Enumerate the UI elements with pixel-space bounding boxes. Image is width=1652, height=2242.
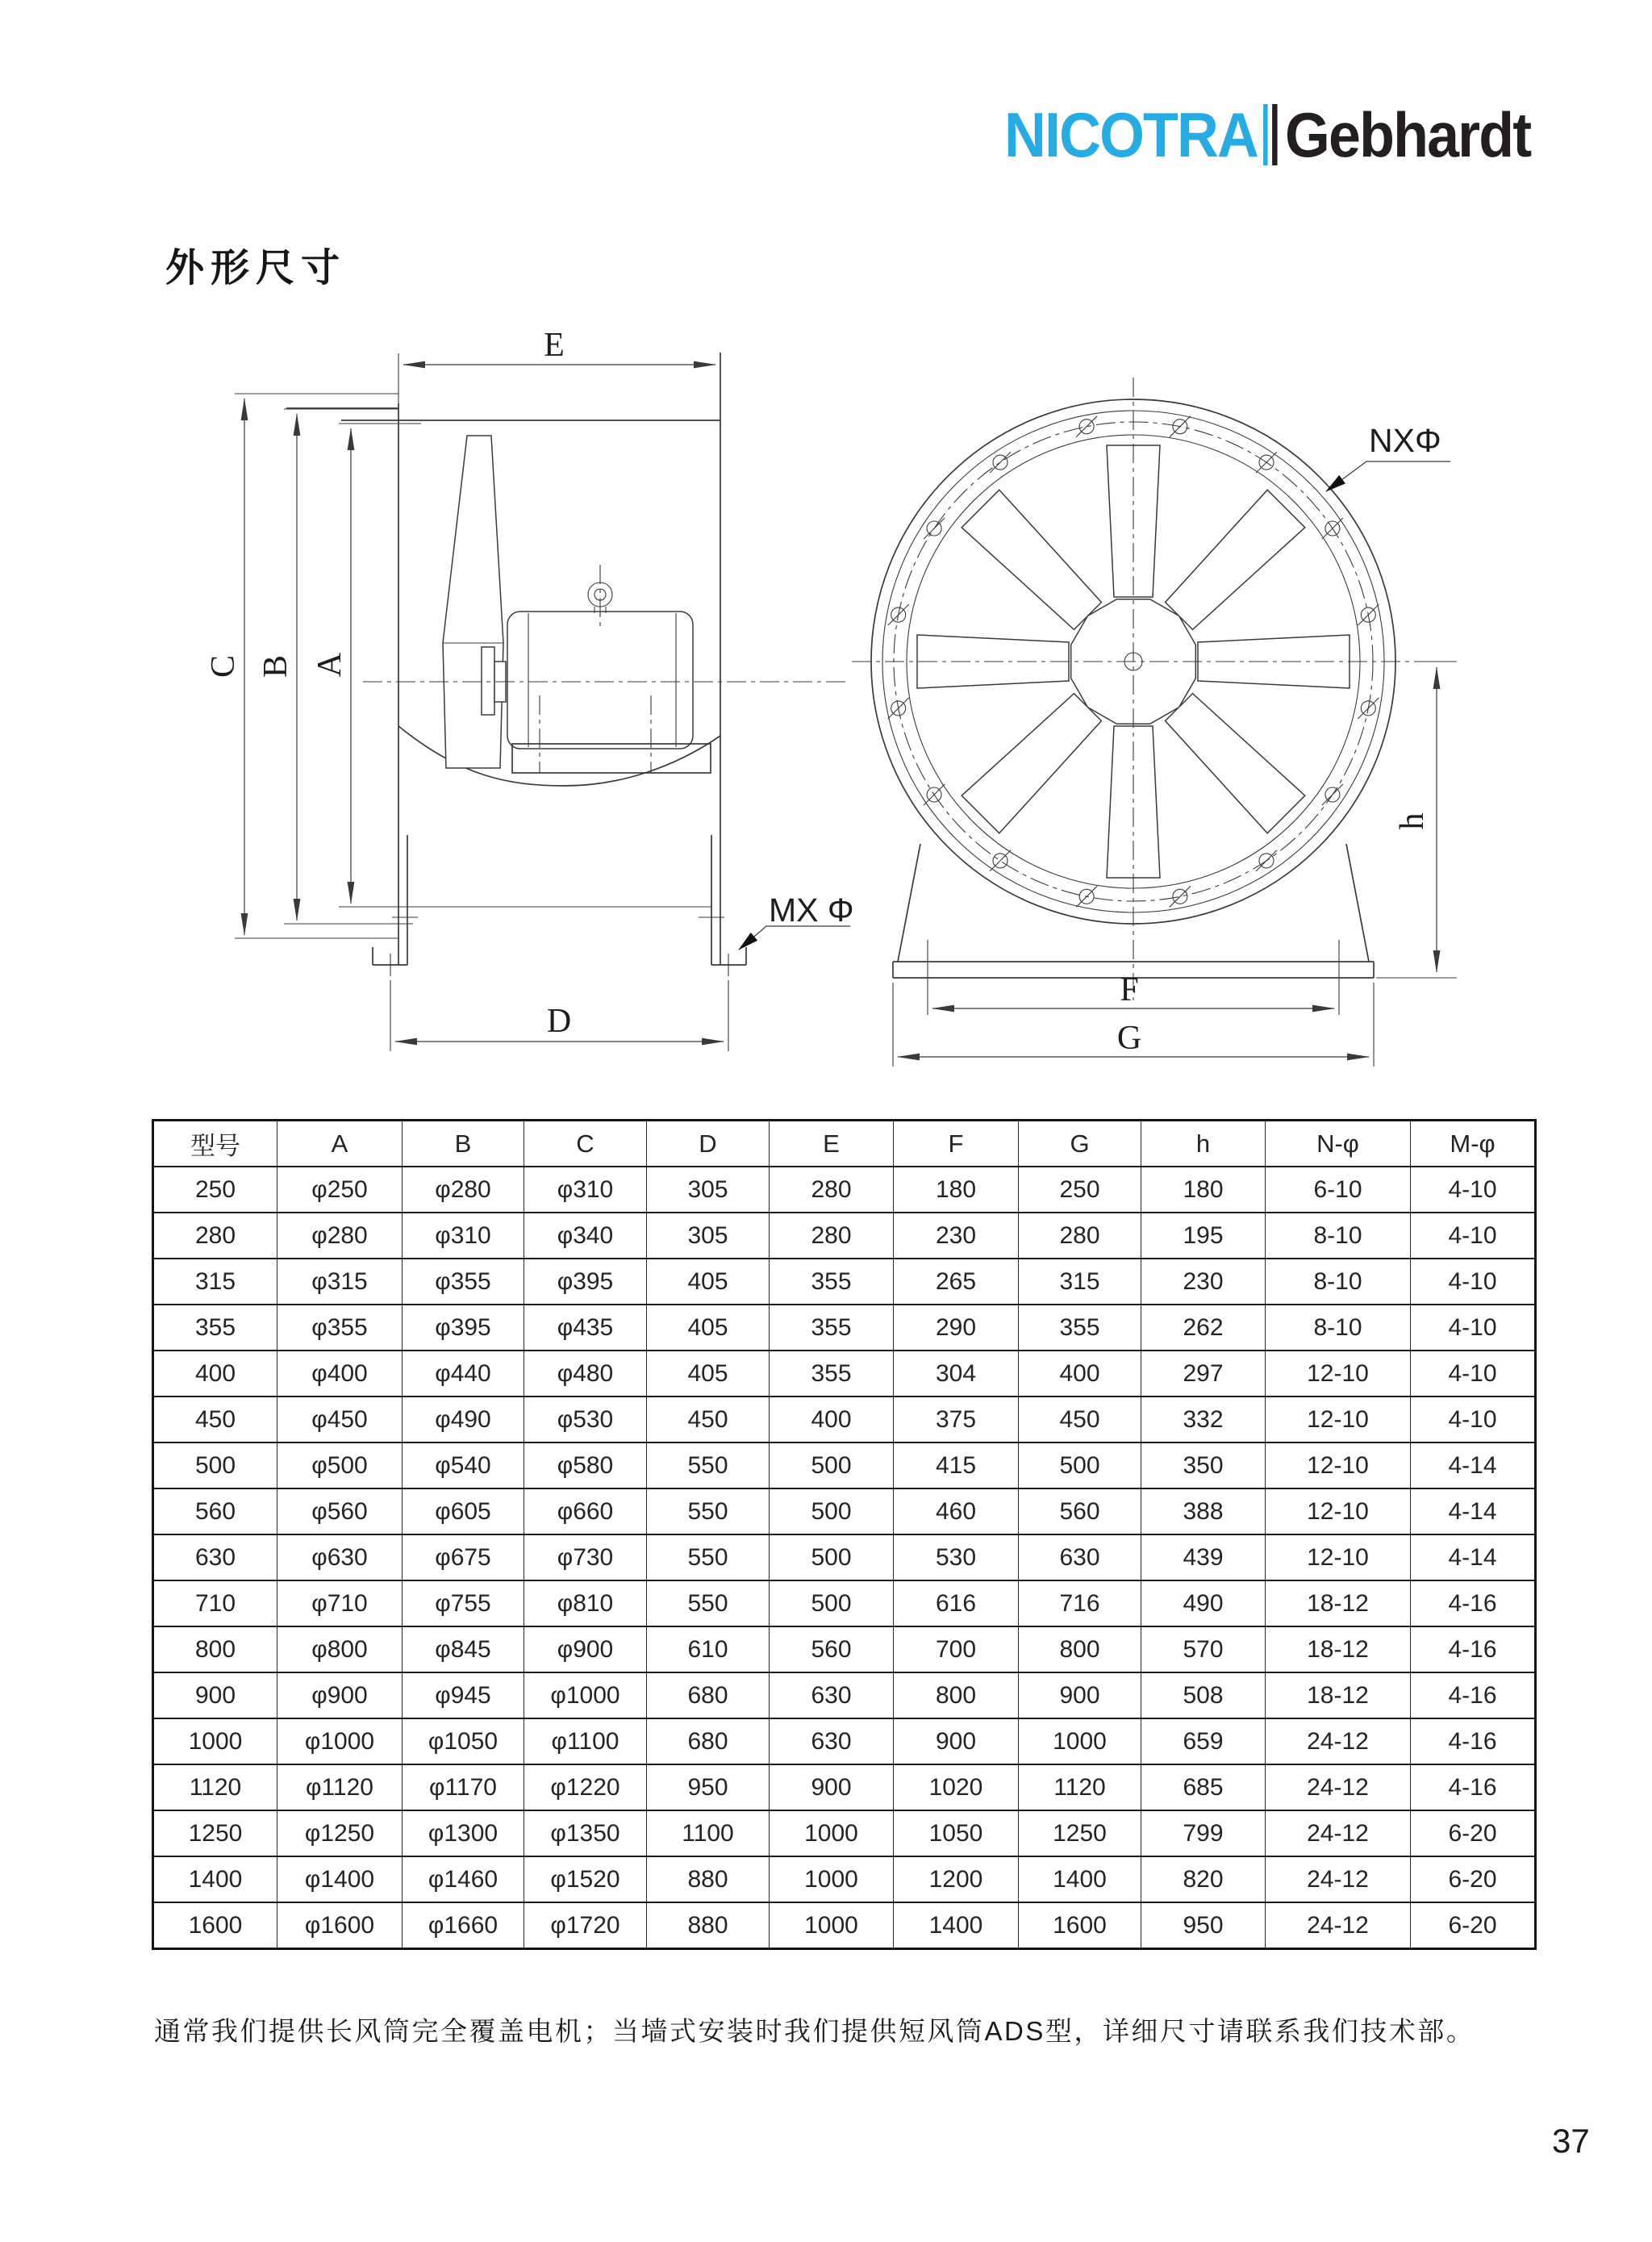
flange-hole-callout: NXΦ [1369, 422, 1441, 459]
column-header: F [894, 1121, 1019, 1167]
table-cell: φ1250 [277, 1810, 403, 1856]
table-cell: 280 [1019, 1213, 1141, 1259]
table-cell: φ480 [524, 1351, 647, 1397]
table-cell: φ250 [277, 1167, 403, 1213]
logo-nicotra: NICOTRA [1004, 99, 1258, 170]
table-cell: 610 [647, 1626, 770, 1672]
table-cell: 799 [1141, 1810, 1266, 1856]
table-cell: 659 [1141, 1718, 1266, 1764]
table-cell: 405 [647, 1351, 770, 1397]
table-cell: 1400 [1019, 1856, 1141, 1902]
table-cell: 400 [770, 1397, 894, 1442]
table-cell: 550 [647, 1442, 770, 1488]
table-cell: φ340 [524, 1213, 647, 1259]
table-cell: φ1000 [277, 1718, 403, 1764]
table-cell: 415 [894, 1442, 1019, 1488]
dim-label-a: A [311, 652, 348, 678]
table-row [153, 1626, 1536, 1672]
table-cell: 350 [1141, 1442, 1266, 1488]
table-cell: 18-12 [1266, 1626, 1411, 1672]
table-header-row [153, 1121, 1536, 1167]
logo-divider-bar-black [1272, 104, 1277, 165]
table-cell: 6-20 [1411, 1810, 1536, 1856]
table-cell: φ710 [277, 1580, 403, 1626]
table-cell: 405 [647, 1259, 770, 1305]
table-cell: 700 [894, 1626, 1019, 1672]
table-cell: φ800 [277, 1626, 403, 1672]
table-cell: φ400 [277, 1351, 403, 1397]
table-cell: φ730 [524, 1534, 647, 1580]
table-cell: 550 [647, 1534, 770, 1580]
table-cell: 500 [770, 1488, 894, 1534]
table-cell: 900 [1019, 1672, 1141, 1718]
logo-gebhardt: Gebhardt [1285, 99, 1531, 170]
table-cell: 820 [1141, 1856, 1266, 1902]
table-cell: 388 [1141, 1488, 1266, 1534]
table-cell: 685 [1141, 1764, 1266, 1810]
column-header: M-φ [1411, 1121, 1536, 1167]
impeller-blade [443, 436, 503, 768]
fan-blade [1166, 694, 1305, 833]
table-cell: φ440 [403, 1351, 524, 1397]
table-cell: 900 [894, 1718, 1019, 1764]
table-cell: 1600 [153, 1902, 277, 1949]
table-cell: 1400 [153, 1856, 277, 1902]
table-cell: 8-10 [1266, 1213, 1411, 1259]
column-header: D [647, 1121, 770, 1167]
table-cell: 355 [1019, 1305, 1141, 1351]
table-cell: 460 [894, 1488, 1019, 1534]
table-cell: 315 [1019, 1259, 1141, 1305]
dimension-drawings [0, 307, 1652, 1105]
table-cell: φ580 [524, 1442, 647, 1488]
table-row [153, 1213, 1536, 1259]
table-cell: 4-10 [1411, 1213, 1536, 1259]
table-cell: 500 [1019, 1442, 1141, 1488]
table-row [153, 1488, 1536, 1534]
table-cell: φ900 [524, 1626, 647, 1672]
table-cell: 4-16 [1411, 1718, 1536, 1764]
table-cell: 8-10 [1266, 1259, 1411, 1305]
table-cell: 315 [153, 1259, 277, 1305]
logo-divider-bar-cyan [1263, 104, 1268, 165]
page-number: 37 [1552, 2122, 1590, 2160]
table-cell: 680 [647, 1718, 770, 1764]
table-cell: 355 [770, 1351, 894, 1397]
table-cell: φ1520 [524, 1856, 647, 1902]
table-cell: 400 [1019, 1351, 1141, 1397]
table-cell: 950 [647, 1764, 770, 1810]
table-cell: 6-20 [1411, 1856, 1536, 1902]
table-cell: φ395 [524, 1259, 647, 1305]
table-cell: 900 [770, 1764, 894, 1810]
table-cell: φ560 [277, 1488, 403, 1534]
column-header: 型号 [153, 1121, 277, 1167]
table-cell: 1000 [1019, 1718, 1141, 1764]
table-cell: 4-16 [1411, 1672, 1536, 1718]
table-cell: 1400 [894, 1902, 1019, 1949]
table-cell: φ280 [277, 1213, 403, 1259]
table-cell: 6-20 [1411, 1902, 1536, 1949]
table-row [153, 1902, 1536, 1949]
table-cell: 716 [1019, 1580, 1141, 1626]
table-cell: φ435 [524, 1305, 647, 1351]
table-cell: 280 [770, 1213, 894, 1259]
foot-hole-callout: MX Φ [769, 891, 854, 929]
table-cell: φ605 [403, 1488, 524, 1534]
table-cell: 880 [647, 1856, 770, 1902]
table-cell: φ280 [403, 1167, 524, 1213]
table-row [153, 1764, 1536, 1810]
table-row [153, 1810, 1536, 1856]
table-cell: 900 [153, 1672, 277, 1718]
column-header: G [1019, 1121, 1141, 1167]
table-cell: 262 [1141, 1305, 1266, 1351]
table-cell: 24-12 [1266, 1810, 1411, 1856]
table-cell: 12-10 [1266, 1534, 1411, 1580]
table-cell: 500 [770, 1442, 894, 1488]
table-cell: 1250 [153, 1810, 277, 1856]
table-cell: 630 [153, 1534, 277, 1580]
table-cell: 305 [647, 1167, 770, 1213]
fan-blade [962, 694, 1101, 833]
table-cell: 12-10 [1266, 1397, 1411, 1442]
table-cell: φ630 [277, 1534, 403, 1580]
table-row [153, 1672, 1536, 1718]
table-cell: 250 [1019, 1167, 1141, 1213]
table-cell: φ900 [277, 1672, 403, 1718]
table-cell: 630 [770, 1718, 894, 1764]
table-cell: 800 [153, 1626, 277, 1672]
table-cell: 508 [1141, 1672, 1266, 1718]
table-cell: 1000 [770, 1902, 894, 1949]
table-row [153, 1305, 1536, 1351]
table-cell: 4-16 [1411, 1626, 1536, 1672]
table-cell: 305 [647, 1213, 770, 1259]
table-cell: φ1350 [524, 1810, 647, 1856]
table-cell: 12-10 [1266, 1442, 1411, 1488]
table-cell: 24-12 [1266, 1902, 1411, 1949]
table-cell: 560 [770, 1626, 894, 1672]
table-row [153, 1442, 1536, 1488]
table-cell: 4-16 [1411, 1764, 1536, 1810]
dim-label-b: B [257, 654, 294, 678]
column-header: E [770, 1121, 894, 1167]
dim-label-e: E [544, 327, 565, 364]
table-row [153, 1718, 1536, 1764]
table-cell: φ1720 [524, 1902, 647, 1949]
table-cell: φ395 [403, 1305, 524, 1351]
table-cell: φ1000 [524, 1672, 647, 1718]
table-cell: 950 [1141, 1902, 1266, 1949]
table-row [153, 1397, 1536, 1442]
table-cell: φ450 [277, 1397, 403, 1442]
column-header: C [524, 1121, 647, 1167]
table-cell: φ490 [403, 1397, 524, 1442]
table-cell: 4-16 [1411, 1580, 1536, 1626]
table-cell: 250 [153, 1167, 277, 1213]
table-row [153, 1259, 1536, 1305]
table-cell: 290 [894, 1305, 1019, 1351]
page-title: 外形尺寸 [165, 247, 347, 290]
table-cell: φ1600 [277, 1902, 403, 1949]
table-cell: 1600 [1019, 1902, 1141, 1949]
table-cell: 4-10 [1411, 1397, 1536, 1442]
column-header: N-φ [1266, 1121, 1411, 1167]
dim-label-g: G [1116, 1020, 1142, 1057]
table-cell: φ1400 [277, 1856, 403, 1902]
table-cell: 405 [647, 1305, 770, 1351]
table-cell: 1000 [770, 1856, 894, 1902]
table-cell: 4-10 [1411, 1259, 1536, 1305]
table-cell: φ1660 [403, 1902, 524, 1949]
table-cell: 490 [1141, 1580, 1266, 1626]
table-cell: φ1300 [403, 1810, 524, 1856]
table-cell: 439 [1141, 1534, 1266, 1580]
table-cell: 230 [1141, 1259, 1266, 1305]
table-cell: 18-12 [1266, 1672, 1411, 1718]
table-cell: φ530 [524, 1397, 647, 1442]
table-cell: φ1120 [277, 1764, 403, 1810]
table-row [153, 1167, 1536, 1213]
table-cell: 1020 [894, 1764, 1019, 1810]
table-cell: 560 [153, 1488, 277, 1534]
table-cell: φ355 [277, 1305, 403, 1351]
table-cell: 4-10 [1411, 1167, 1536, 1213]
table-cell: 1050 [894, 1810, 1019, 1856]
table-cell: 1000 [153, 1718, 277, 1764]
table-cell: 710 [153, 1580, 277, 1626]
table-cell: 355 [770, 1259, 894, 1305]
table-section [152, 1119, 1537, 1950]
table-cell: 400 [153, 1351, 277, 1397]
table-cell: φ1460 [403, 1856, 524, 1902]
table-cell: 4-14 [1411, 1442, 1536, 1488]
motor-body [507, 612, 693, 749]
table-cell: 280 [153, 1213, 277, 1259]
table-cell: 195 [1141, 1213, 1266, 1259]
logo-divider [1263, 104, 1277, 165]
dim-label-d: D [546, 1003, 572, 1040]
table-cell: 304 [894, 1351, 1019, 1397]
table-cell: φ845 [403, 1626, 524, 1672]
table-cell: 560 [1019, 1488, 1141, 1534]
table-cell: 1000 [770, 1810, 894, 1856]
table-cell: 630 [1019, 1534, 1141, 1580]
fan-blade [1166, 490, 1305, 629]
table-cell: 1200 [894, 1856, 1019, 1902]
table-cell: 265 [894, 1259, 1019, 1305]
table-cell: 616 [894, 1580, 1019, 1626]
table-row [153, 1856, 1536, 1902]
table-cell: 450 [153, 1397, 277, 1442]
dim-label-h: h [1394, 812, 1431, 830]
table-cell: φ810 [524, 1580, 647, 1626]
column-header: B [403, 1121, 524, 1167]
table-cell: 800 [1019, 1626, 1141, 1672]
table-cell: 680 [647, 1672, 770, 1718]
table-cell: 24-12 [1266, 1856, 1411, 1902]
table-cell: φ310 [403, 1213, 524, 1259]
note-text: 通常我们提供长风筒完全覆盖电机；当墙式安装时我们提供短风筒ADS型，详细尺寸请联系我们技术部。 [154, 2016, 1475, 2046]
table-cell: φ1100 [524, 1718, 647, 1764]
table-cell: 1250 [1019, 1810, 1141, 1856]
table-cell: φ500 [277, 1442, 403, 1488]
table-cell: 24-12 [1266, 1718, 1411, 1764]
table-cell: φ1220 [524, 1764, 647, 1810]
table-cell: 24-12 [1266, 1764, 1411, 1810]
column-header: A [277, 1121, 403, 1167]
table-cell: φ1050 [403, 1718, 524, 1764]
table-cell: φ310 [524, 1167, 647, 1213]
fan-blade [962, 490, 1101, 629]
table-cell: 800 [894, 1672, 1019, 1718]
table-cell: 630 [770, 1672, 894, 1718]
table-cell: 450 [647, 1397, 770, 1442]
table-cell: 500 [770, 1580, 894, 1626]
table-cell: 4-14 [1411, 1488, 1536, 1534]
table-cell: 12-10 [1266, 1351, 1411, 1397]
table-cell: 1120 [1019, 1764, 1141, 1810]
table-cell: 280 [770, 1167, 894, 1213]
table-cell: 550 [647, 1488, 770, 1534]
table-cell: 6-10 [1266, 1167, 1411, 1213]
table-cell: 12-10 [1266, 1488, 1411, 1534]
dim-label-f: F [1120, 971, 1139, 1008]
table-cell: 530 [894, 1534, 1019, 1580]
table-cell: 332 [1141, 1397, 1266, 1442]
table-cell: 8-10 [1266, 1305, 1411, 1351]
table-cell: 500 [770, 1534, 894, 1580]
table-cell: 355 [153, 1305, 277, 1351]
table-cell: φ755 [403, 1580, 524, 1626]
table-cell: φ315 [277, 1259, 403, 1305]
table-cell: 4-10 [1411, 1351, 1536, 1397]
table-cell: φ675 [403, 1534, 524, 1580]
table-cell: 1100 [647, 1810, 770, 1856]
dim-label-c: C [205, 654, 242, 678]
table-row [153, 1351, 1536, 1397]
table-cell: φ660 [524, 1488, 647, 1534]
table-cell: 375 [894, 1397, 1019, 1442]
table-cell: 230 [894, 1213, 1019, 1259]
table-cell: 4-10 [1411, 1305, 1536, 1351]
table-cell: φ355 [403, 1259, 524, 1305]
table-cell: 880 [647, 1902, 770, 1949]
table-cell: φ945 [403, 1672, 524, 1718]
table-cell: 1120 [153, 1764, 277, 1810]
side-view-drawing [205, 327, 854, 1051]
table-row [153, 1580, 1536, 1626]
brand-logo [1004, 99, 1531, 170]
table-cell: 550 [647, 1580, 770, 1626]
table-cell: 355 [770, 1305, 894, 1351]
dimensions-table [152, 1119, 1537, 1950]
table-cell: 180 [1141, 1167, 1266, 1213]
front-view-drawing [852, 378, 1457, 1067]
table-cell: φ540 [403, 1442, 524, 1488]
table-cell: 18-12 [1266, 1580, 1411, 1626]
table-cell: 450 [1019, 1397, 1141, 1442]
table-cell: 180 [894, 1167, 1019, 1213]
table-cell: φ1170 [403, 1764, 524, 1810]
table-cell: 500 [153, 1442, 277, 1488]
table-cell: 570 [1141, 1626, 1266, 1672]
table-row [153, 1534, 1536, 1580]
column-header: h [1141, 1121, 1266, 1167]
table-cell: 297 [1141, 1351, 1266, 1397]
table-cell: 4-14 [1411, 1534, 1536, 1580]
